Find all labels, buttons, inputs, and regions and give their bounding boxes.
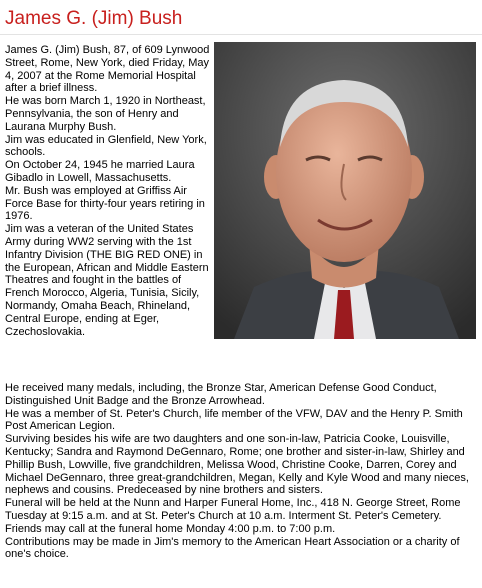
obituary-intro <box>5 44 210 338</box>
paragraph: He was a member of St. Peter's Church, life member of the VFW, DAV and the Henry P. Smith Post American Legion. <box>5 407 463 433</box>
paragraph: Surviving besides his wife are two daughters and one son-in-law, Patricia Cooke, Louisville, Kentucky; Sandra and Raymond DeGennaro, Rome; one brother and sister-in-law, Shirley and Phillip Bush, Lowville, five grandchildren, Melissa Wood, Christine Cooke, Darren, Corey and Michael DeGennaro, three great-grandchildren, Megan, Kelly and Kyle Wood and many nieces, nephews and cousins. Predeceased by nine brothers and sisters. <box>5 433 469 497</box>
paragraph: Friends may call at the funeral home Monday 4:00 p.m. to 7:00 p.m. <box>5 522 336 535</box>
obituary-body <box>5 382 477 561</box>
paragraph: Funeral will be held at the Nunn and Harper Funeral Home, Inc., 418 N. George Street, Rome Tuesday at 9:15 a.m. and at St. Peter's Church at 10 a.m. Interment St. Peter's Cemetery. <box>5 497 461 522</box>
title-divider <box>0 34 482 35</box>
paragraph: Contributions may be made in Jim's memory to the American Heart Association or a charity of one's choice. <box>5 535 460 561</box>
paragraph: He was born March 1, 1920 in Northeast, Pennsylvania, the son of Henry and Laurana Murphy Bush. <box>5 95 206 133</box>
paragraph: Mr. Bush was employed at Griffiss Air Force Base for thirty-four years retiring in 1976. <box>5 184 205 223</box>
paragraph: Jim was a veteran of the United States Army during WW2 serving with the 1st Infantry Division (THE BIG RED ONE) in the European, African and Middle Eastern Theatres and fought in the battles of French Morocco, Algeria, Tunisia, Sicily, Normandy, Omaha Beach, Rhineland, Central Europe, ending at Eger, Czechoslovakia. <box>5 223 209 338</box>
paragraph: James G. (Jim) Bush, 87, of 609 Lynwood Street, Rome, New York, died Friday, May 4, 2007 at the Rome Memorial Hospital after a brief illness. <box>5 44 210 95</box>
page-title: James G. (Jim) Bush <box>5 8 183 29</box>
paragraph: On October 24, 1945 he married Laura Gibadlo in Lowell, Massachusetts. <box>5 159 195 184</box>
portrait-photo <box>214 42 476 339</box>
paragraph: He received many medals, including, the Bronze Star, American Defense Good Conduct, Distinguished Unit Badge and the Bronze Arrowhead. <box>5 382 437 407</box>
paragraph: Jim was educated in Glenfield, New York, schools. <box>5 133 207 159</box>
